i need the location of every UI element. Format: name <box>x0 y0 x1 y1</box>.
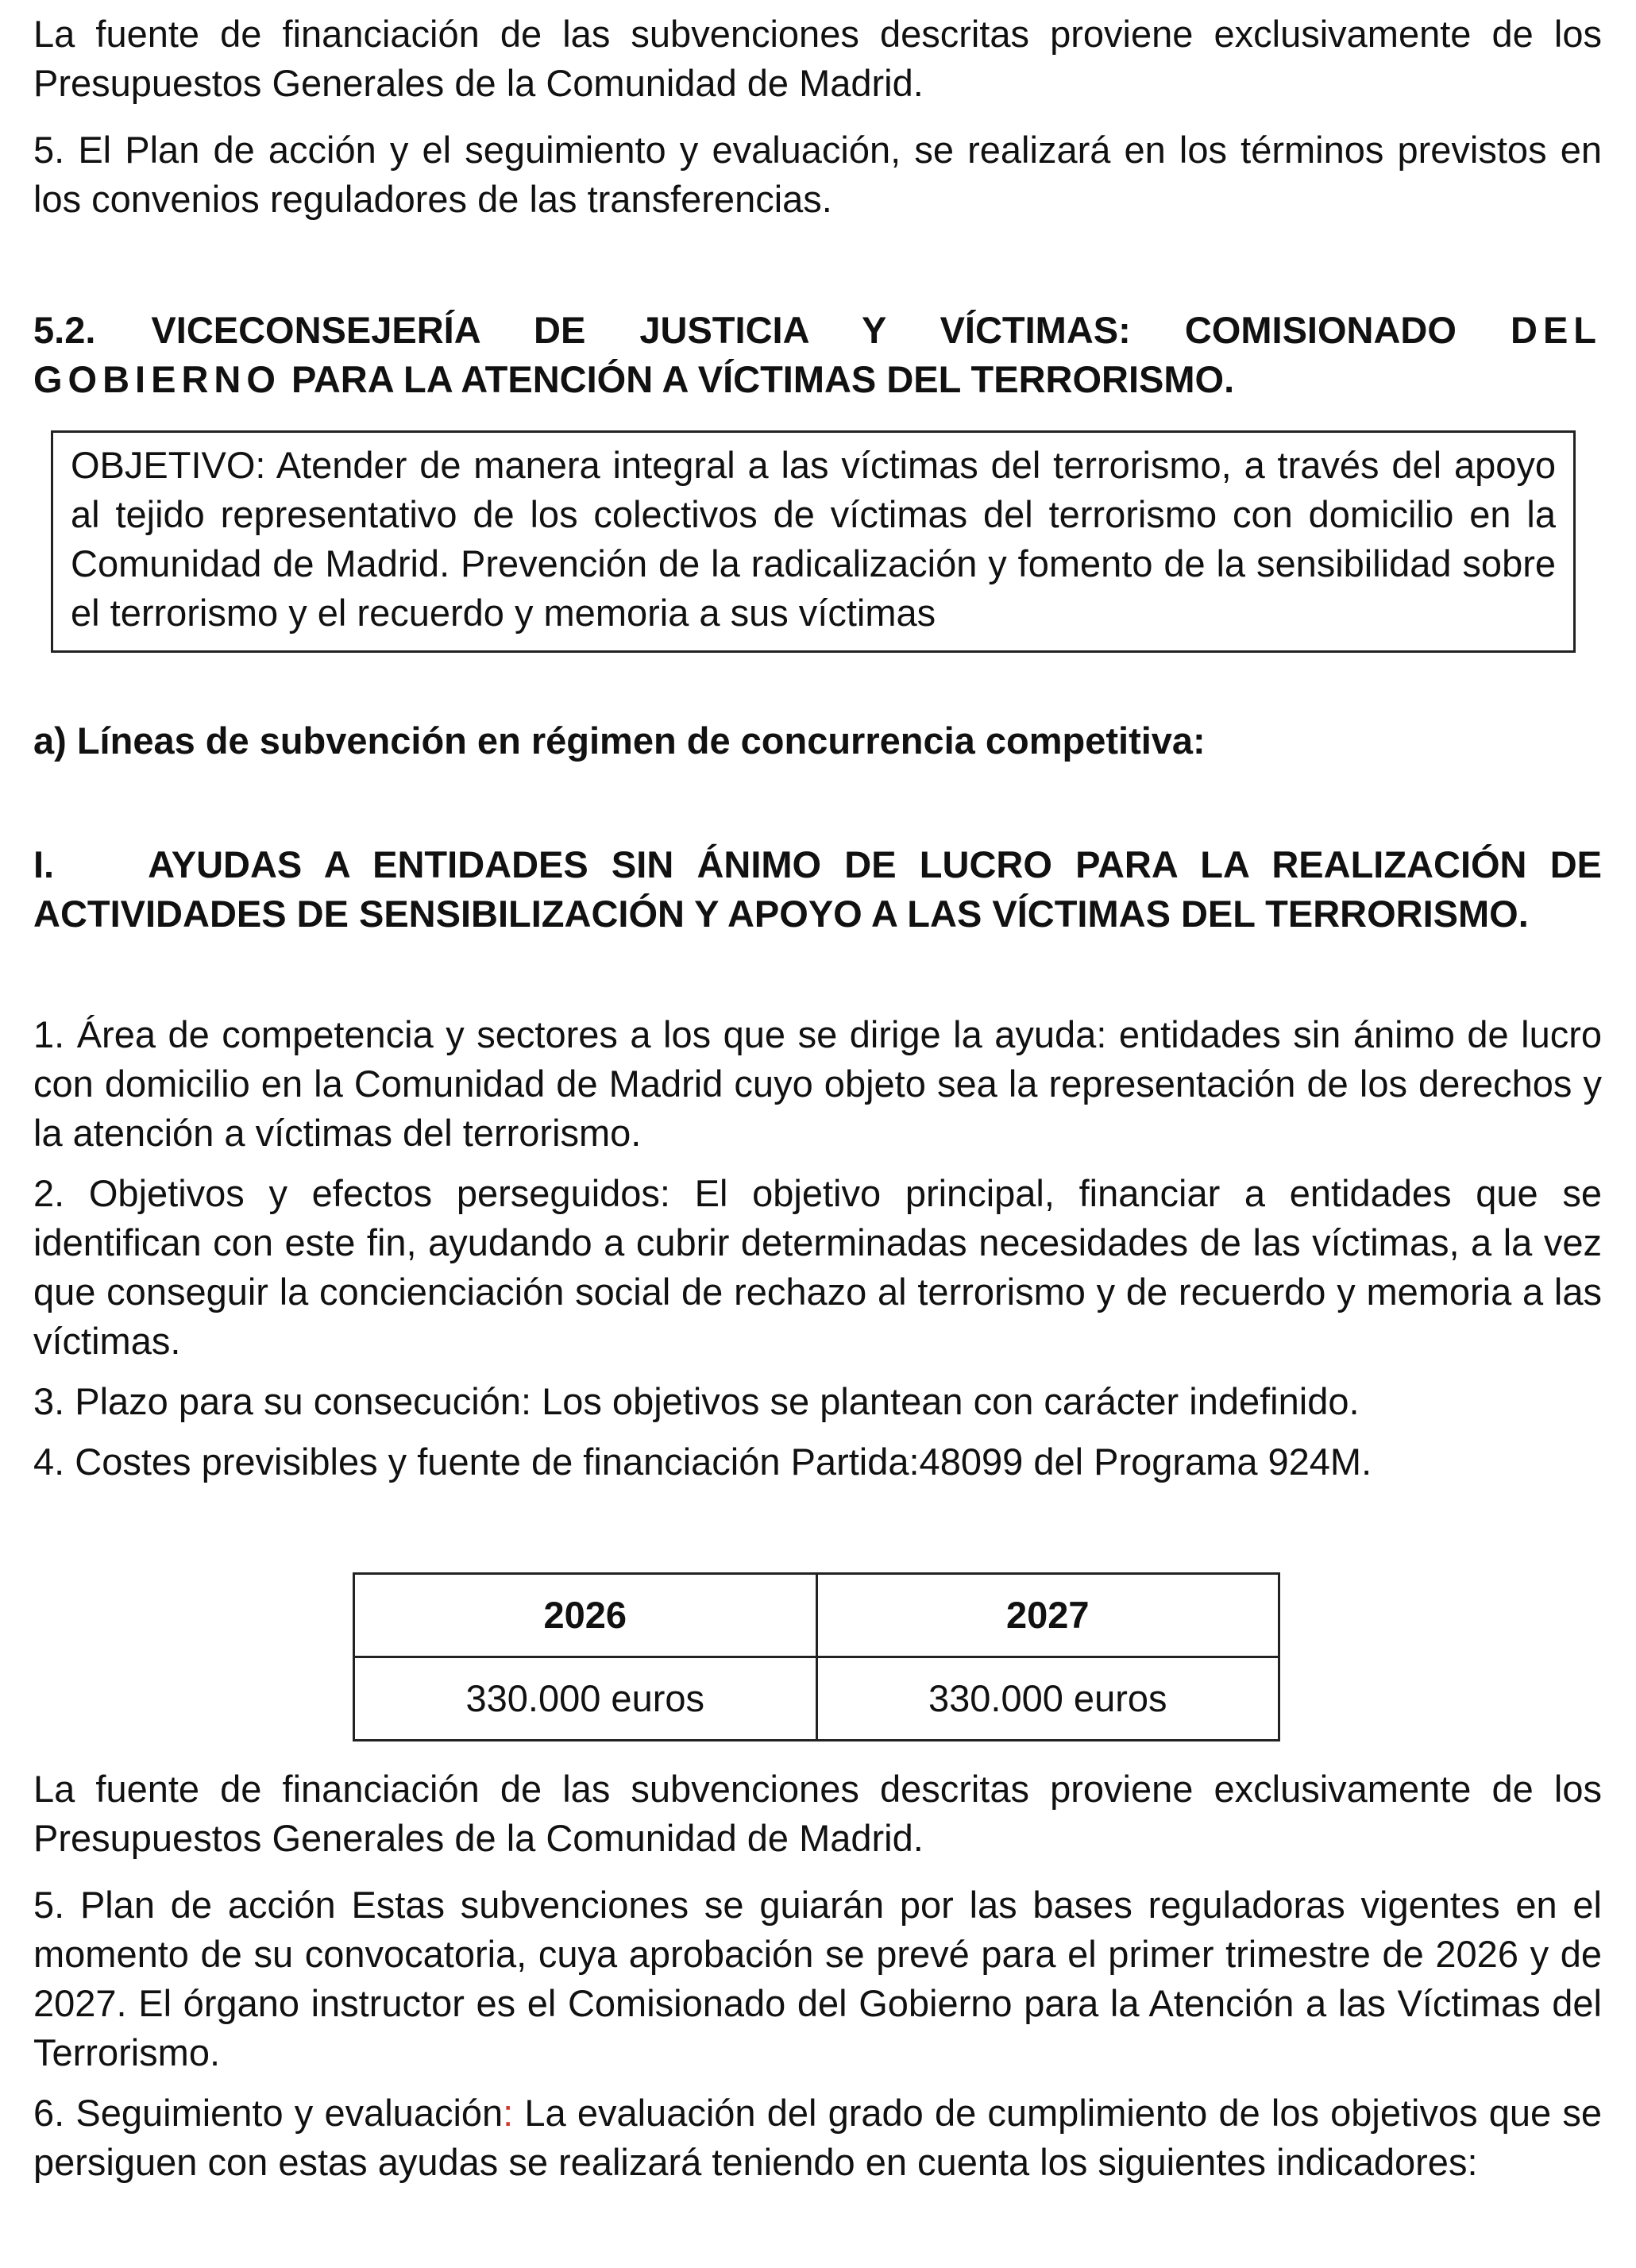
line-heading <box>33 840 1602 939</box>
table-header-row <box>354 1574 1279 1657</box>
line-title: AYUDAS A ENTIDADES SIN ÁNIMO DE LUCRO PARA LA REALIZACIÓN DE ACTIVIDADES DE SENSIBILIZACIÓN Y APOYO A LAS VÍCTIMAS DEL TERRORISMO. <box>33 843 1602 935</box>
table-cell: 330.000 euros <box>816 1657 1279 1741</box>
table-cell: 330.000 euros <box>354 1657 817 1741</box>
bottom-paragraphs <box>33 1765 1602 2187</box>
plan-paragraph-top: 5. El Plan de acción y el seguimiento y evaluación, se realizará en los términos previstos en los convenios reguladores de las transferencias. <box>33 129 1602 220</box>
funding-paragraph-top: La fuente de financiación de las subvenciones descritas proviene exclusivamente de los Presupuestos Generales de la Comunidad de Madrid. <box>33 13 1602 104</box>
line-number: I. <box>33 843 55 885</box>
accent-colon: : <box>503 2092 514 2134</box>
section-number: 5.2. <box>33 309 96 351</box>
list-item: 3. Plazo para su consecución: Los objetivos se plantean con carácter indefinido. <box>33 1380 1360 1422</box>
table-header-cell: 2027 <box>816 1574 1279 1657</box>
top-paragraphs <box>33 10 1602 224</box>
table-header-cell: 2026 <box>354 1574 817 1657</box>
subheading: a) Líneas de subvención en régimen de concurrencia competitiva: <box>33 719 1206 762</box>
list-item: 2. Objetivos y efectos perseguidos: El objetivo principal, financiar a entidades que se identifican con este fin, ayudando a cubrir determinadas necesidades de las víctimas, a la vez que conseguir la concienciación social de rechazo al terrorismo y de recuerdo y memoria a las víctimas. <box>33 1172 1602 1362</box>
objective-text: OBJETIVO: Atender de manera integral a las víctimas del terrorismo, a través del apoyo al tejido representativo de los colectivos de víctimas del terrorismo con domicilio en la Comunidad de Madrid. Prevención de la radicalización y fomento de la sensibilidad sobre el terrorismo y el recuerdo y memoria a sus víctimas <box>71 444 1556 634</box>
table-row <box>354 1657 1279 1741</box>
funding-paragraph-bottom: La fuente de financiación de las subvenciones descritas proviene exclusivamente de los Presupuestos Generales de la Comunidad de Madrid. <box>33 1768 1602 1859</box>
followup-paragraph: 6. Seguimiento y evaluación: La evaluación del grado de cumplimiento de los objetivos que se persiguen con estas ayudas se realizará teniendo en cuenta los siguientes indicadores: <box>33 2092 1602 2183</box>
section-heading: 5.2. VICECONSEJERÍA DE JUSTICIA Y VÍCTIMAS: COMISIONADO DEL GOBIERNO PARA LA ATENCIÓN A VÍCTIMAS DEL TERRORISMO. <box>33 309 1602 400</box>
list-item: 1. Área de competencia y sectores a los que se dirige la ayuda: entidades sin ánimo de lucro con domicilio en la Comunidad de Madrid cuyo objeto sea la representación de los derechos y la atención a víctimas del terrorismo. <box>33 1013 1602 1154</box>
objective-box <box>51 430 1576 653</box>
budget-table <box>353 1572 1280 1742</box>
line-items <box>33 1010 1602 1487</box>
list-item: 4. Costes previsibles y fuente de financiación Partida:48099 del Programa 924M. <box>33 1441 1372 1483</box>
plan-paragraph-bottom: 5. Plan de acción Estas subvenciones se guiarán por las bases reguladoras vigentes en el momento de su convocatoria, cuya aprobación se prevé para el primer trimestre de 2026 y de 2027. El órgano instructor es el Comisionado del Gobierno para la Atención a las Víctimas del Terrorismo. <box>33 1884 1602 2073</box>
